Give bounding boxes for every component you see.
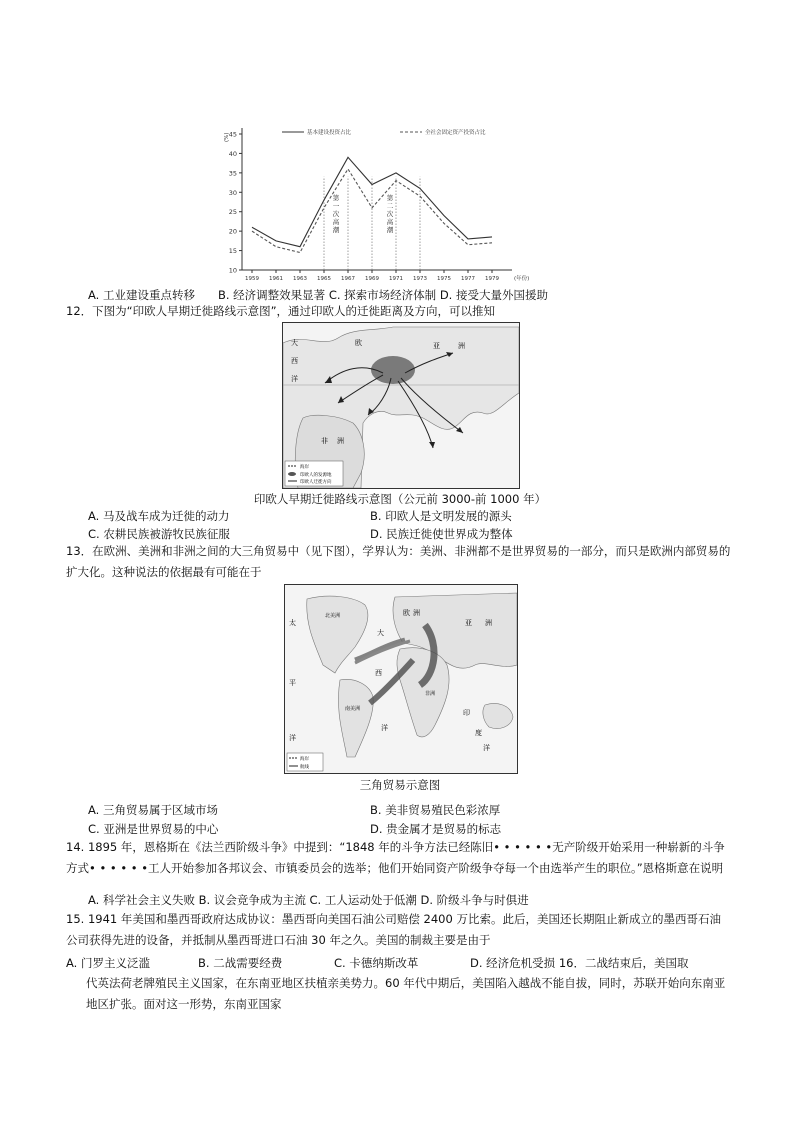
map2-label-indian-1: 印 xyxy=(463,709,470,717)
map2-label-europe-2: 洲 xyxy=(413,609,420,617)
map1-label-africa-1: 非 xyxy=(321,437,328,445)
map1-label-atlantic-3: 洋 xyxy=(291,375,298,383)
chart-x-tick-label: 1979 xyxy=(485,276,499,282)
map2-label-asia-1: 亚 xyxy=(465,619,472,627)
map2-label-south-america: 南美洲 xyxy=(345,706,361,712)
map1-label-europe-1: 欧 xyxy=(355,339,362,347)
q13-caption: 三角贸易示意图 xyxy=(359,778,441,792)
map1-label-asia-2: 洲 xyxy=(458,342,465,350)
q12-option-b: B. 印欧人是文明发展的源头 xyxy=(370,509,512,523)
q15-option-a: A. 门罗主义泛滥 xyxy=(66,956,150,970)
chart-legend-label-2: 全社会固定资产投资占比 xyxy=(425,130,486,136)
map2-label-atlantic-1: 大 xyxy=(377,629,384,637)
trade-legend-coast: 海岸 xyxy=(300,757,309,762)
map1-label-asia-1: 亚 xyxy=(433,342,440,350)
map2-label-indian-2: 度 xyxy=(475,729,482,737)
map2-label-pacific-3: 洋 xyxy=(289,734,296,742)
q12-option-d: D. 民族迁徙使世界成为整体 xyxy=(370,527,513,541)
q15-option-b: B. 二战需要经费 xyxy=(198,956,283,970)
q13-stem: 13．在欧洲、美洲和非洲之间的大三角贸易中（见下图），学界认为：美洲、非洲都不是世界贸易的一部分，而只是欧洲内部贸易的扩大化。这种说法的依据最有可能在于 xyxy=(66,544,731,579)
migration-legend-coast: 海岸 xyxy=(300,465,309,470)
chart-y-tick-label: 35 xyxy=(228,169,237,178)
chart-x-tick-label: 1961 xyxy=(269,276,283,282)
chart-y-tick-label: 40 xyxy=(228,149,237,158)
q14-options: A. 科学社会主义失败 B. 议会竞争成为主流 C. 工人运动处于低潮 D. 阶级斗争与时俱进 xyxy=(88,893,529,907)
chart-x-tick-label: 1973 xyxy=(413,276,427,282)
migration-map-svg xyxy=(283,323,519,488)
map2-label-atlantic-2: 西 xyxy=(375,669,382,677)
migration-legend-direction: 印欧人迁徙方向 xyxy=(300,480,332,485)
chart-annotation-first-peak: 第一次高潮 xyxy=(332,194,340,235)
map1-label-atlantic-1: 大 xyxy=(291,339,298,347)
q15-stem: 15. 1941 年美国和墨西哥政府达成协议：墨西哥向美国石油公司赔偿 2400 万比索。此后，美国还长期阻止新成立的墨西哥石油公司获得先进的设备，并抵制从墨西哥进口石油 30 年之久。美国的制裁主要是由于 xyxy=(66,912,721,947)
q12-option-a: A. 马及战车成为迁徙的动力 xyxy=(88,509,230,523)
triangle-trade-map xyxy=(284,584,518,774)
q11-options: A. 工业建设重点转移 B. 经济调整效果显著 C. 探索市场经济体制 D. 接受大量外国援助 xyxy=(88,288,548,302)
chart-x-tick-label: 1971 xyxy=(389,276,403,282)
chart-x-tick-label: 1959 xyxy=(245,276,259,282)
map2-label-europe-1: 欧 xyxy=(403,609,410,617)
indo-european-migration-map xyxy=(282,322,520,489)
chart-x-tick-label: 1963 xyxy=(293,276,307,282)
q13-option-c: C. 亚洲是世界贸易的中心 xyxy=(88,822,219,836)
map2-label-north-america: 北美洲 xyxy=(325,613,341,619)
q13-option-b: B. 美非贸易殖民色彩浓厚 xyxy=(370,803,501,817)
map2-label-africa: 非洲 xyxy=(425,691,436,697)
q12-caption: 印欧人早期迁徙路线示意图（公元前 3000-前 1000 年） xyxy=(253,492,547,506)
chart-annotation-second-peak: 第二次高潮 xyxy=(386,194,394,235)
q15-option-c: C. 卡德纳斯改革 xyxy=(334,956,419,970)
chart-y-label: (%) xyxy=(224,132,230,142)
trade-legend-route: 航线 xyxy=(300,765,309,770)
q13-option-d: D. 贵金属才是贸易的标志 xyxy=(370,822,502,836)
chart-y-tick-label: 10 xyxy=(228,266,237,275)
q13-option-a: A. 三角贸易属于区域市场 xyxy=(88,803,218,817)
map2-label-atlantic-3: 洋 xyxy=(381,724,388,732)
map1-label-atlantic-2: 西 xyxy=(291,357,298,365)
q12-option-c: C. 农耕民族被游牧民族征服 xyxy=(88,527,230,541)
chart-x-tick-label: 1975 xyxy=(437,276,451,282)
chart-y-tick-label: 15 xyxy=(228,247,237,256)
chart-x-tick-label: 1967 xyxy=(341,276,355,282)
investment-line-chart xyxy=(222,124,572,284)
chart-y-tick-label: 45 xyxy=(228,130,237,139)
map2-label-indian-3: 洋 xyxy=(483,744,490,752)
map2-label-pacific-1: 太 xyxy=(289,619,296,627)
chart-y-tick-label: 30 xyxy=(228,188,237,197)
chart-y-tick-label: 20 xyxy=(228,227,237,236)
q12-stem: 12．下图为“印欧人早期迁徙路线示意图”，通过印欧人的迁徙距离及方向，可以推知 xyxy=(66,304,496,318)
map2-label-asia-2: 洲 xyxy=(485,619,492,627)
chart-x-tick-label: 1969 xyxy=(365,276,379,282)
chart-svg xyxy=(222,124,572,284)
q16-stem-continued: 代英法荷老牌殖民主义国家，在东南亚地区扶植亲美势力。60 年代中期后，美国陷入越战不能自拔，同时，苏联开始向东南亚地区扩张。面对这一形势，东南亚国家 xyxy=(86,976,726,1011)
migration-legend-origin: 印欧人的发源地 xyxy=(300,473,332,478)
chart-legend-label-1: 基本建设投资占比 xyxy=(307,130,352,136)
trade-map-svg xyxy=(285,585,517,773)
chart-x-tick-label: 1965 xyxy=(317,276,331,282)
chart-x-tick-label: 1977 xyxy=(461,276,475,282)
chart-x-label: (年份) xyxy=(514,276,530,282)
q15-option-d: D. 经济危机受损 16．二战结束后，美国取 xyxy=(470,956,689,970)
map2-label-pacific-2: 平 xyxy=(289,679,296,687)
q14-stem: 14. 1895 年，恩格斯在《法兰西阶级斗争》中提到：“1848 年的斗争方法已经陈旧• • • • • •无产阶级开始采用一种崭新的斗争方式• • • • • •工人开始参加各邦议会、市镇委员会的选举；他们开始同资产阶级争夺每一个由选举产生的职位。”恩格斯意在说明 xyxy=(66,840,725,875)
map1-label-africa-2: 洲 xyxy=(337,437,344,445)
chart-y-tick-label: 25 xyxy=(228,208,237,217)
